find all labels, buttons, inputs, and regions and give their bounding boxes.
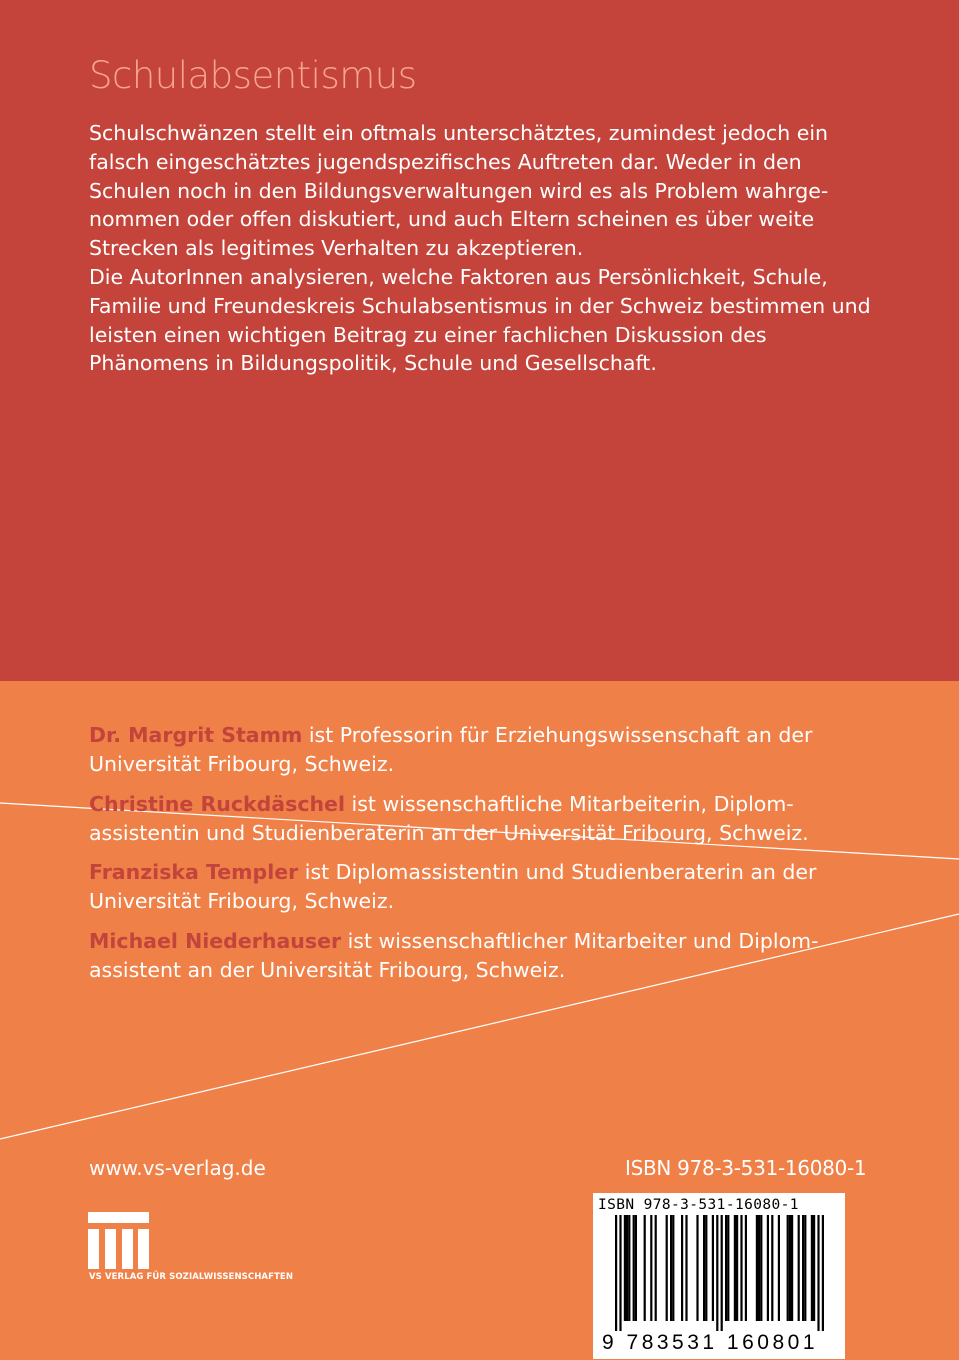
barcode-bar bbox=[791, 1215, 793, 1321]
barcode-bar bbox=[771, 1215, 773, 1321]
book-title: Schulabsentismus bbox=[89, 54, 417, 97]
author-name: Dr. Margrit Stamm bbox=[89, 723, 303, 747]
barcode-bar bbox=[696, 1215, 698, 1321]
barcode-bar bbox=[789, 1215, 791, 1321]
barcode-bar bbox=[813, 1215, 815, 1321]
barcode-bar bbox=[745, 1215, 747, 1321]
publisher-logo-icon bbox=[88, 1212, 150, 1270]
barcode-bar bbox=[811, 1215, 813, 1321]
publisher-url[interactable]: www.vs-verlag.de bbox=[89, 1156, 266, 1180]
barcode-bar bbox=[758, 1215, 760, 1321]
blurb-paragraph: Die AutorInnen analysieren, welche Faktoren aus Persönlichkeit, Schule, Familie und Freundeskreis Schulabsentismus in der Schweiz bestimmen und leisten einen wichtigen Beitrag zu einer fachlichen Diskussion des Phänomens in Bildungspolitik, Schule und Gesellschaft. bbox=[89, 264, 871, 376]
blurb-paragraph: Schulschwänzen stellt ein oftmals unterschätztes, zumindest jedoch ein falsch eingeschätztes jugendspezifisches Auftreten dar. Weder in den Schulen noch in den Bildungsverwaltungen wird es als Problem wahrge-nommen oder offen diskutiert, und auch Eltern scheinen es über weite Strecken als legitimes Verhalten zu akzeptieren. bbox=[89, 121, 829, 261]
barcode-bar bbox=[685, 1215, 687, 1321]
barcode-bar bbox=[756, 1215, 758, 1321]
author-name: Franziska Templer bbox=[89, 860, 299, 884]
barcode-bar bbox=[633, 1215, 635, 1321]
barcode-bar bbox=[725, 1215, 727, 1321]
barcode-bar bbox=[798, 1215, 800, 1321]
barcode-bar bbox=[736, 1215, 738, 1321]
barcode-bar bbox=[670, 1215, 672, 1321]
author-bio bbox=[89, 927, 889, 985]
barcode bbox=[593, 1193, 845, 1359]
barcode-bar bbox=[619, 1215, 621, 1331]
barcode-bar bbox=[767, 1215, 769, 1321]
barcode-number: 9 783531 160801 bbox=[602, 1331, 818, 1354]
barcode-bar bbox=[626, 1215, 628, 1321]
author-bio-text: ist Professorin für Erziehungswissenschaft an der Universität Fribourg, Schweiz. bbox=[89, 723, 813, 776]
author-bio bbox=[89, 858, 889, 916]
barcode-isbn: ISBN 978-3-531-16080-1 bbox=[598, 1197, 799, 1213]
barcode-bar bbox=[712, 1215, 714, 1321]
barcode-bar bbox=[778, 1215, 780, 1321]
barcode-bar bbox=[672, 1215, 674, 1321]
barcode-bar bbox=[703, 1215, 705, 1321]
author-name: Christine Ruckdäschel bbox=[89, 792, 345, 816]
publisher-name: VS VERLAG FÜR SOZIALWISSENSCHAFTEN bbox=[89, 1272, 294, 1282]
barcode-bar bbox=[804, 1215, 806, 1321]
barcode-bar bbox=[822, 1215, 824, 1331]
barcode-bar bbox=[716, 1215, 718, 1331]
barcode-bar bbox=[624, 1215, 626, 1321]
barcode-bar bbox=[628, 1215, 630, 1321]
isbn-label: ISBN 978-3-531-16080-1 bbox=[625, 1156, 867, 1180]
barcode-icon bbox=[593, 1215, 845, 1331]
barcode-bar bbox=[655, 1215, 657, 1321]
barcode-bar bbox=[727, 1215, 729, 1321]
barcode-bar bbox=[734, 1215, 736, 1321]
author-bio-text: ist wissenschaftlicher Mitarbeiter und Diplom-assistent an der Universität Fribourg, Schweiz. bbox=[89, 929, 819, 982]
author-bio-text: ist wissenschaftliche Mitarbeiterin, Diplom-assistentin und Studienberaterin an der Universität Fribourg, Schweiz. bbox=[89, 792, 809, 845]
author-bio bbox=[89, 790, 889, 848]
barcode-bar bbox=[666, 1215, 668, 1321]
barcode-bar bbox=[615, 1215, 617, 1331]
author-bio-text: ist Diplomassistentin und Studienberaterin an der Universität Fribourg, Schweiz. bbox=[89, 860, 817, 913]
barcode-bar bbox=[681, 1215, 683, 1321]
barcode-bar bbox=[644, 1215, 646, 1321]
barcode-bar bbox=[740, 1215, 742, 1321]
barcode-bar bbox=[817, 1215, 819, 1331]
barcode-bar bbox=[705, 1215, 707, 1321]
book-blurb bbox=[89, 119, 879, 378]
barcode-bar bbox=[721, 1215, 723, 1331]
barcode-bar bbox=[802, 1215, 804, 1321]
barcode-bar bbox=[787, 1215, 789, 1321]
barcode-bar bbox=[635, 1215, 637, 1321]
author-bio bbox=[89, 721, 889, 779]
barcode-bar bbox=[760, 1215, 762, 1321]
barcode-bar bbox=[650, 1215, 652, 1321]
author-name: Michael Niederhauser bbox=[89, 929, 342, 953]
